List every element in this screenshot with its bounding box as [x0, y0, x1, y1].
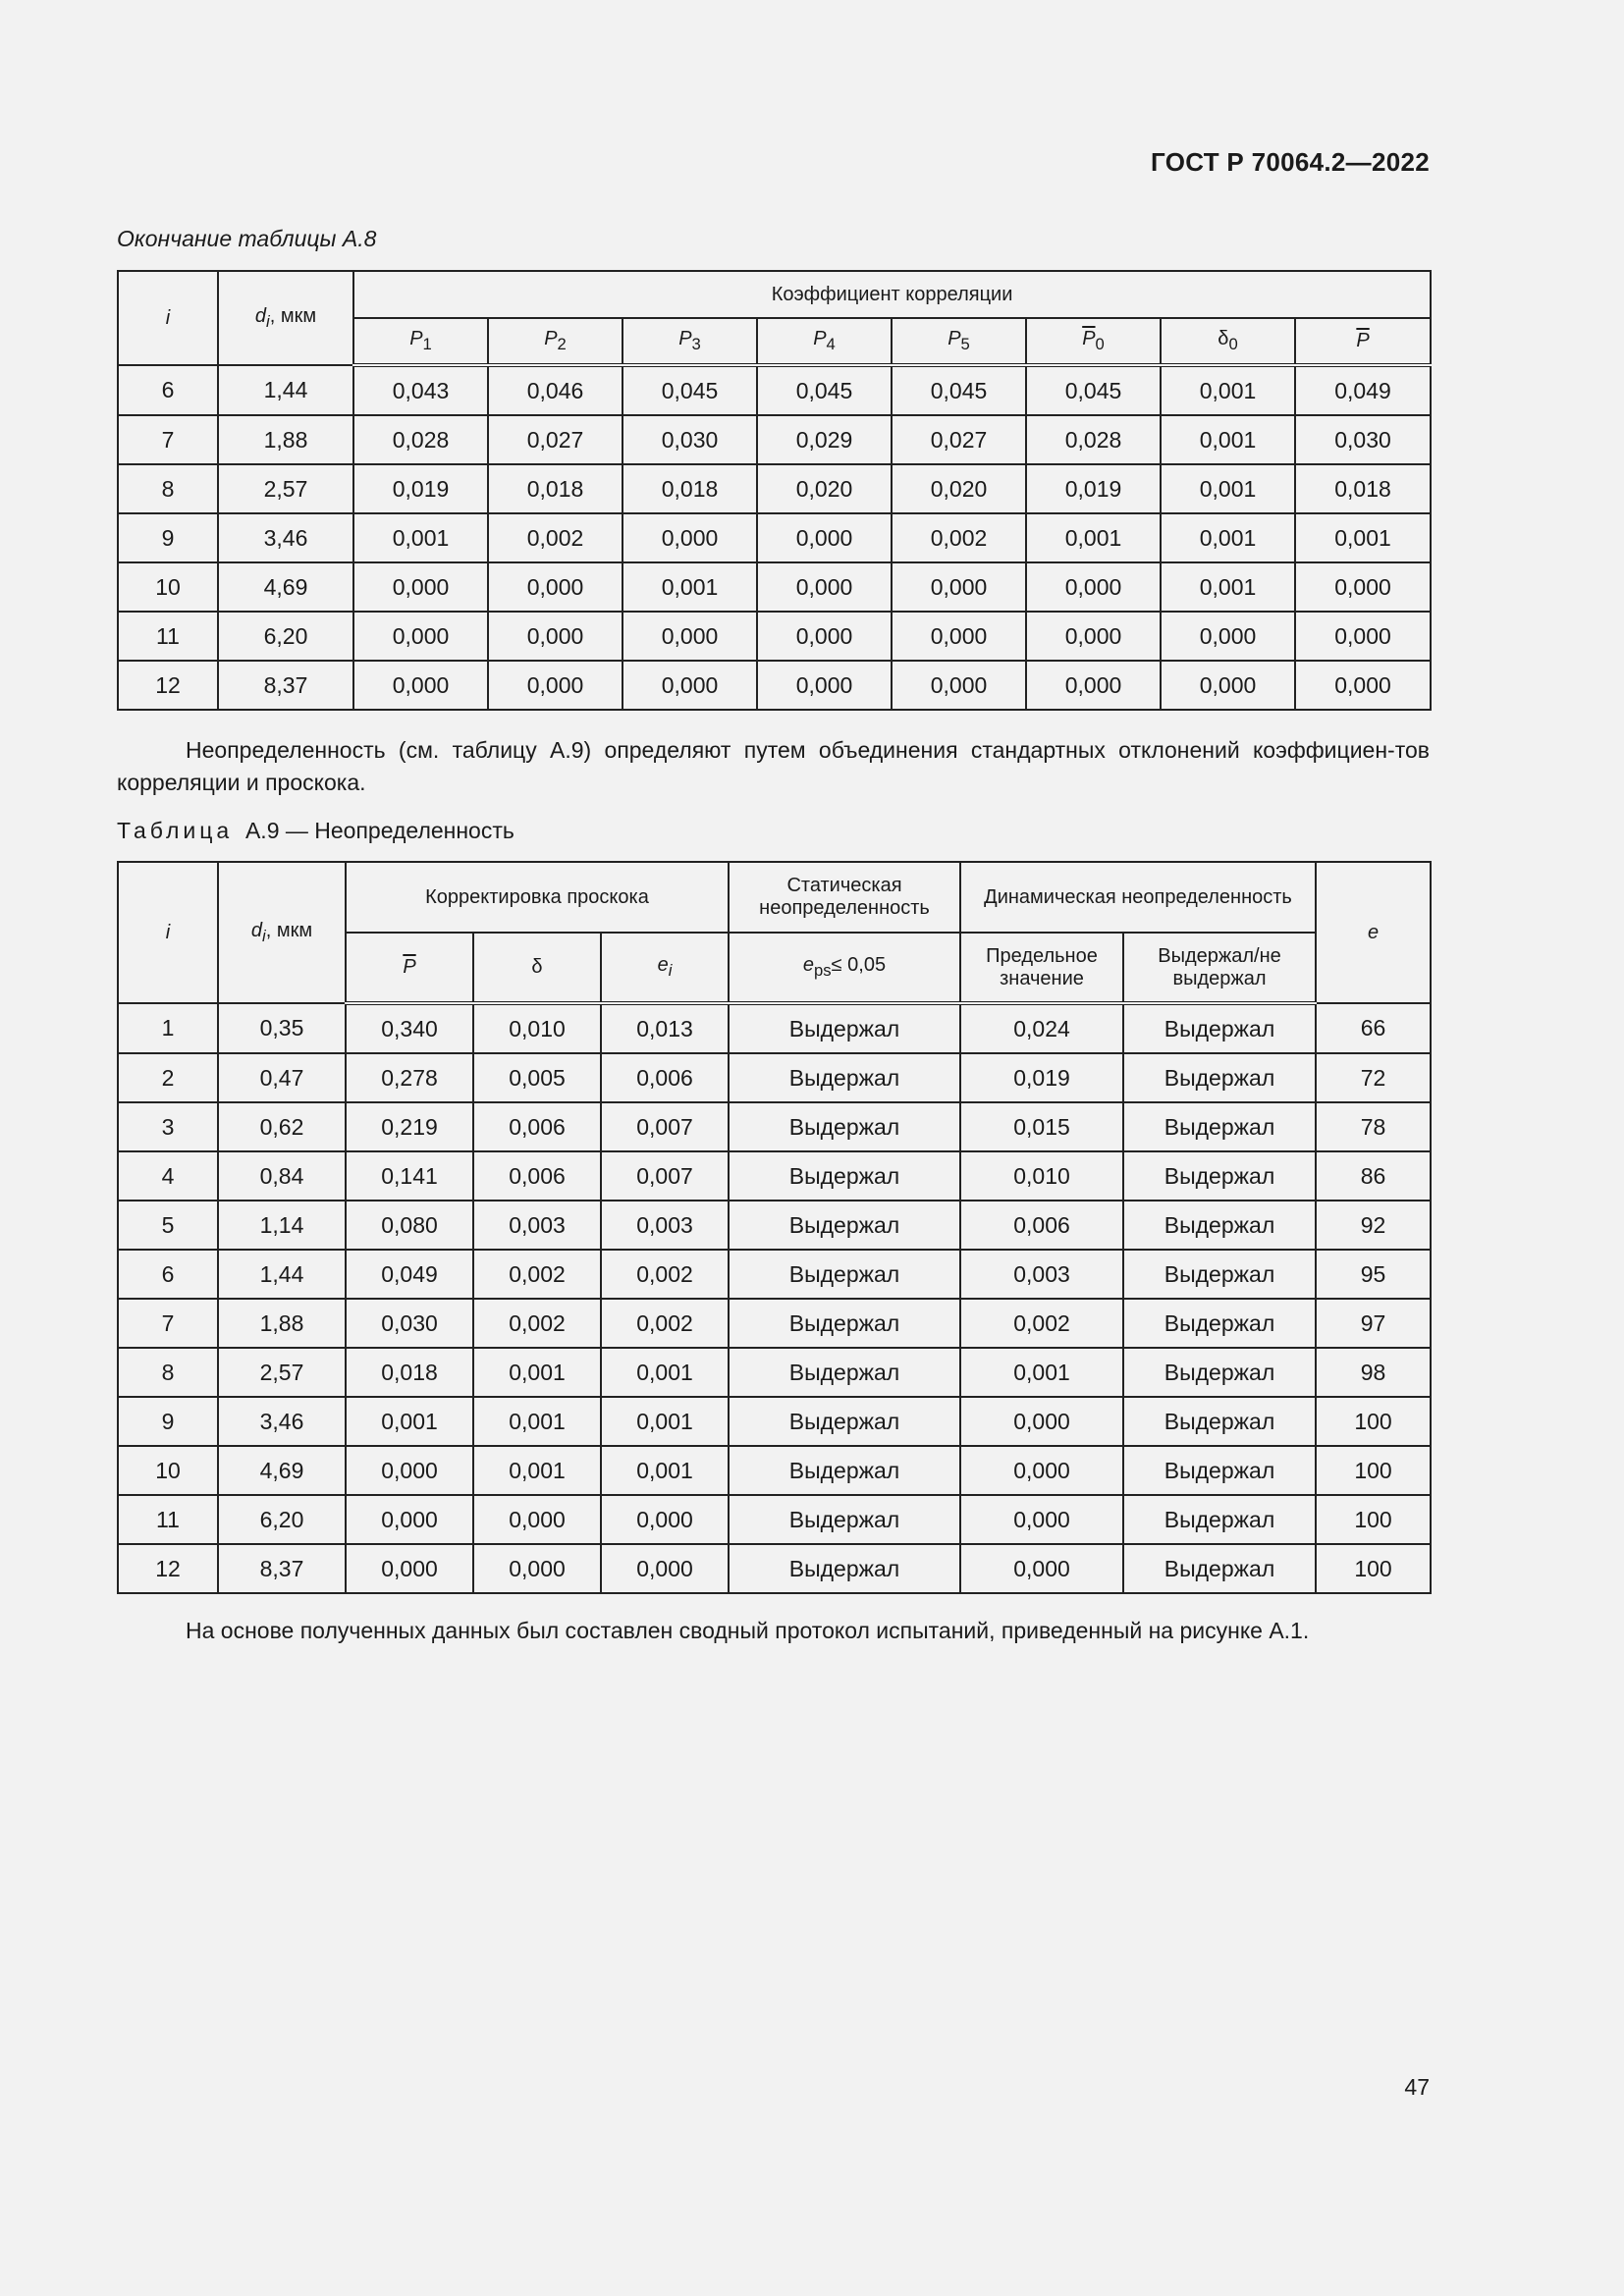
table-cell: 2,57	[218, 1348, 346, 1397]
table-cell: Выдержал	[1123, 1495, 1316, 1544]
table-cell: 0,000	[1161, 612, 1295, 661]
table-cell: 0,000	[488, 661, 623, 710]
header-limit-value: Предельное значение	[960, 933, 1123, 1003]
table-cell: 0,080	[346, 1201, 473, 1250]
table-cell: 0,001	[1161, 464, 1295, 513]
table-cell: 86	[1316, 1151, 1431, 1201]
table-row	[118, 1544, 1431, 1593]
table-cell: 11	[118, 1495, 218, 1544]
table-cell: 0,049	[1295, 365, 1431, 415]
header-i: i	[118, 862, 218, 1003]
header-d: $d_i$, мкм	[218, 271, 353, 365]
table-row	[118, 562, 1431, 612]
table-row	[118, 1348, 1431, 1397]
table-cell: 98	[1316, 1348, 1431, 1397]
table-cell: 97	[1316, 1299, 1431, 1348]
header-eps-condition: $e_{ps}\le 0,05$	[729, 933, 960, 1003]
table-cell: 0,000	[757, 513, 892, 562]
table-row	[118, 1495, 1431, 1544]
table-cell: 0,000	[488, 562, 623, 612]
table-cell: 0,003	[601, 1201, 729, 1250]
table-cell: 100	[1316, 1446, 1431, 1495]
paragraph-uncertainty: Неопределенность (см. таблицу А.9) определяют путем объединения стандартных отклонений коэффициен-тов корреляции и проскока.	[117, 737, 1430, 795]
table-cell: 7	[118, 415, 218, 464]
table-cell: 0,024	[960, 1003, 1123, 1053]
table-row	[118, 1299, 1431, 1348]
table-row	[118, 415, 1431, 464]
table-cell: 0,000	[1295, 661, 1431, 710]
table-a9	[117, 861, 1432, 1594]
table-cell: 10	[118, 562, 218, 612]
table-cell: 0,001	[346, 1397, 473, 1446]
table-cell: 0,001	[601, 1397, 729, 1446]
table-cell: Выдержал	[1123, 1446, 1316, 1495]
table-cell: 1,44	[218, 365, 353, 415]
table-cell: 2	[118, 1053, 218, 1102]
table-cell: 92	[1316, 1201, 1431, 1250]
table-cell: Выдержал	[729, 1003, 960, 1053]
table-cell: 0,62	[218, 1102, 346, 1151]
table-row	[118, 1397, 1431, 1446]
table-cell: 0,000	[757, 612, 892, 661]
table-cell: 0,000	[346, 1495, 473, 1544]
table-cell: 0,000	[1295, 612, 1431, 661]
table-cell: 0,340	[346, 1003, 473, 1053]
header-delta0: $\delta_0$	[1161, 318, 1295, 365]
table-cell: 100	[1316, 1544, 1431, 1593]
table-cell: 0,005	[473, 1053, 601, 1102]
table-row	[118, 1446, 1431, 1495]
table-cell: 4,69	[218, 562, 353, 612]
table-cell: 0,000	[1161, 661, 1295, 710]
table-cell: 9	[118, 513, 218, 562]
table-cell: 3	[118, 1102, 218, 1151]
table-cell: 8,37	[218, 1544, 346, 1593]
table-cell: Выдержал	[729, 1544, 960, 1593]
table-row	[118, 513, 1431, 562]
table-cell: Выдержал	[1123, 1544, 1316, 1593]
header-delta: δ	[473, 933, 601, 1003]
table-cell: 0,007	[601, 1151, 729, 1201]
table-cell: 0,000	[601, 1544, 729, 1593]
table-cell: 0,018	[488, 464, 623, 513]
table-cell: 0,219	[346, 1102, 473, 1151]
table-cell: 0,000	[346, 1544, 473, 1593]
table-cell: Выдержал	[729, 1053, 960, 1102]
table-a8	[117, 270, 1432, 711]
table-cell: 0,001	[1295, 513, 1431, 562]
table-cell: 0,001	[601, 1446, 729, 1495]
table-cell: 0,000	[892, 661, 1026, 710]
table-cell: Выдержал	[729, 1348, 960, 1397]
table-cell: 0,045	[623, 365, 757, 415]
table-cell: Выдержал	[1123, 1053, 1316, 1102]
table-cell: 0,001	[1161, 513, 1295, 562]
table-cell: Выдержал	[729, 1102, 960, 1151]
table-cell: 0,020	[892, 464, 1026, 513]
table-cell: Выдержал	[1123, 1102, 1316, 1151]
table-row	[118, 365, 1431, 415]
table-cell: 0,000	[960, 1397, 1123, 1446]
table-cell: 0,000	[473, 1495, 601, 1544]
table-cell: 3,46	[218, 513, 353, 562]
header-passed-failed: Выдержал/не выдержал	[1123, 933, 1316, 1003]
table-cell: 0,000	[757, 562, 892, 612]
table-cell: 1,88	[218, 415, 353, 464]
header-d: $d_i$, мкм	[218, 862, 346, 1003]
table-cell: 0,000	[346, 1446, 473, 1495]
table-cell: 0,029	[757, 415, 892, 464]
table-cell: 12	[118, 661, 218, 710]
table-cell: Выдержал	[729, 1446, 960, 1495]
table-cell: 0,002	[601, 1299, 729, 1348]
table-cell: 0,002	[488, 513, 623, 562]
table-cell: 0,030	[1295, 415, 1431, 464]
table-cell: 100	[1316, 1495, 1431, 1544]
header-p1: $P_1$	[353, 318, 488, 365]
table-row	[118, 612, 1431, 661]
table-cell: 0,000	[892, 612, 1026, 661]
table-cell: 0,013	[601, 1003, 729, 1053]
table-cell: 0,000	[1026, 562, 1161, 612]
table-cell: 0,000	[892, 562, 1026, 612]
table-cell: 0,000	[488, 612, 623, 661]
table-cell: 0,141	[346, 1151, 473, 1201]
table-cell: 0,001	[1161, 562, 1295, 612]
table-cell: 0,84	[218, 1151, 346, 1201]
table-cell: 0,001	[353, 513, 488, 562]
header-ei: $e_i$	[601, 933, 729, 1003]
table-cell: 12	[118, 1544, 218, 1593]
table-cell: 6	[118, 1250, 218, 1299]
table-cell: 0,001	[1161, 365, 1295, 415]
table-cell: 0,000	[353, 661, 488, 710]
header-static-uncertainty: Статическая неопределенность	[729, 862, 960, 933]
table-cell: 0,000	[601, 1495, 729, 1544]
table-cell: 0,030	[623, 415, 757, 464]
table-cell: Выдержал	[729, 1397, 960, 1446]
page-number: 47	[1404, 2074, 1430, 2100]
table-cell: 1	[118, 1003, 218, 1053]
table-cell: Выдержал	[1123, 1003, 1316, 1053]
table-cell: 0,028	[1026, 415, 1161, 464]
table-row	[118, 1250, 1431, 1299]
table-cell: 9	[118, 1397, 218, 1446]
table-cell: 0,010	[473, 1003, 601, 1053]
table-cell: 0,000	[1026, 661, 1161, 710]
table-cell: 6	[118, 365, 218, 415]
table-cell: 0,049	[346, 1250, 473, 1299]
table-cell: 0,018	[1295, 464, 1431, 513]
table-cell: 0,000	[757, 661, 892, 710]
header-e: e	[1316, 862, 1431, 1003]
header-dynamic-uncertainty: Динамическая неопределенность	[960, 862, 1316, 933]
table-cell: 8	[118, 464, 218, 513]
table-cell: 0,002	[601, 1250, 729, 1299]
table-cell: 1,14	[218, 1201, 346, 1250]
table-cell: 78	[1316, 1102, 1431, 1151]
table-cell: Выдержал	[729, 1201, 960, 1250]
table-cell: 0,001	[601, 1348, 729, 1397]
header-p0-bar: $\overline{P}_0$	[1026, 318, 1161, 365]
table-cell: 6,20	[218, 612, 353, 661]
table-cell: 95	[1316, 1250, 1431, 1299]
table-a9-title: Таблица А.9 — Неопределенность	[117, 818, 514, 843]
table-cell: 8,37	[218, 661, 353, 710]
table-cell: Выдержал	[1123, 1299, 1316, 1348]
table-cell: 0,000	[623, 612, 757, 661]
table-row	[118, 1053, 1431, 1102]
table-cell: 66	[1316, 1003, 1431, 1053]
table-cell: 0,018	[346, 1348, 473, 1397]
table-cell: 0,006	[960, 1201, 1123, 1250]
table-cell: 0,019	[353, 464, 488, 513]
table-cell: 8	[118, 1348, 218, 1397]
table-cell: 2,57	[218, 464, 353, 513]
table-cell: 0,003	[960, 1250, 1123, 1299]
table-cell: 0,000	[473, 1544, 601, 1593]
table-cell: 0,006	[601, 1053, 729, 1102]
table-row	[118, 1003, 1431, 1053]
table-cell: 0,020	[757, 464, 892, 513]
header-p3: $P_3$	[623, 318, 757, 365]
table-cell: 0,003	[473, 1201, 601, 1250]
table-cell: Выдержал	[729, 1250, 960, 1299]
table-cell: 0,002	[473, 1250, 601, 1299]
table-cell: 0,018	[623, 464, 757, 513]
table-cell: 0,028	[353, 415, 488, 464]
table-row	[118, 1201, 1431, 1250]
table-cell: 0,000	[353, 562, 488, 612]
table-cell: 0,001	[473, 1397, 601, 1446]
table-cell: 7	[118, 1299, 218, 1348]
table-cell: Выдержал	[1123, 1348, 1316, 1397]
table-cell: 0,027	[488, 415, 623, 464]
table-cell: 3,46	[218, 1397, 346, 1446]
table-cell: 0,000	[353, 612, 488, 661]
table-row	[118, 464, 1431, 513]
table-cell: 0,000	[1295, 562, 1431, 612]
paragraph-summary: На основе полученных данных был составлен сводный протокол испытаний, приведенный на рисунке А.1.	[186, 1618, 1310, 1643]
table-row	[118, 661, 1431, 710]
header-i: i	[118, 271, 218, 365]
header-p4: $P_4$	[757, 318, 892, 365]
table-cell: 0,002	[473, 1299, 601, 1348]
header-p-bar: $\overline{P}$	[346, 933, 473, 1003]
table-cell: 0,002	[960, 1299, 1123, 1348]
table-cell: Выдержал	[1123, 1201, 1316, 1250]
table-cell: 0,000	[1026, 612, 1161, 661]
table-cell: 0,35	[218, 1003, 346, 1053]
table-cell: 0,006	[473, 1151, 601, 1201]
table-cell: 0,019	[960, 1053, 1123, 1102]
table-cell: 0,001	[473, 1446, 601, 1495]
table-cell: 0,001	[473, 1348, 601, 1397]
table-cell: 72	[1316, 1053, 1431, 1102]
header-p-bar: $\overline{P}$	[1295, 318, 1431, 365]
table-a8-continuation-label: Окончание таблицы А.8	[117, 226, 377, 251]
table-cell: 0,010	[960, 1151, 1123, 1201]
table-cell: Выдержал	[729, 1495, 960, 1544]
table-cell: 6,20	[218, 1495, 346, 1544]
table-cell: 0,015	[960, 1102, 1123, 1151]
header-p5: $P_5$	[892, 318, 1026, 365]
table-cell: 0,000	[623, 513, 757, 562]
table-cell: 0,006	[473, 1102, 601, 1151]
table-cell: Выдержал	[1123, 1397, 1316, 1446]
table-cell: Выдержал	[729, 1299, 960, 1348]
table-cell: 0,002	[892, 513, 1026, 562]
table-cell: 0,045	[892, 365, 1026, 415]
table-cell: 0,007	[601, 1102, 729, 1151]
table-cell: 0,019	[1026, 464, 1161, 513]
table-cell: 1,88	[218, 1299, 346, 1348]
table-cell: 4,69	[218, 1446, 346, 1495]
header-breakthrough-correction: Корректировка проскока	[346, 862, 729, 933]
table-cell: 0,000	[960, 1544, 1123, 1593]
table-cell: 0,030	[346, 1299, 473, 1348]
table-cell: 1,44	[218, 1250, 346, 1299]
header-p2: $P_2$	[488, 318, 623, 365]
table-cell: 0,000	[960, 1495, 1123, 1544]
table-cell: 4	[118, 1151, 218, 1201]
table-cell: 0,045	[1026, 365, 1161, 415]
header-correlation-coefficient: Коэффициент корреляции	[353, 271, 1431, 318]
table-cell: 0,045	[757, 365, 892, 415]
table-cell: 0,001	[960, 1348, 1123, 1397]
table-cell: 0,278	[346, 1053, 473, 1102]
table-row	[118, 1151, 1431, 1201]
table-cell: 0,001	[1161, 415, 1295, 464]
table-cell: Выдержал	[1123, 1151, 1316, 1201]
table-row	[118, 1102, 1431, 1151]
table-cell: 5	[118, 1201, 218, 1250]
table-cell: 0,000	[623, 661, 757, 710]
table-cell: 0,043	[353, 365, 488, 415]
table-cell: 0,001	[623, 562, 757, 612]
table-cell: 0,001	[1026, 513, 1161, 562]
table-cell: 0,000	[960, 1446, 1123, 1495]
table-cell: 0,027	[892, 415, 1026, 464]
document-code: ГОСТ Р 70064.2—2022	[1151, 147, 1430, 177]
table-cell: 0,47	[218, 1053, 346, 1102]
table-cell: 11	[118, 612, 218, 661]
table-cell: 100	[1316, 1397, 1431, 1446]
table-cell: 0,046	[488, 365, 623, 415]
table-cell: Выдержал	[1123, 1250, 1316, 1299]
table-cell: 10	[118, 1446, 218, 1495]
table-cell: Выдержал	[729, 1151, 960, 1201]
